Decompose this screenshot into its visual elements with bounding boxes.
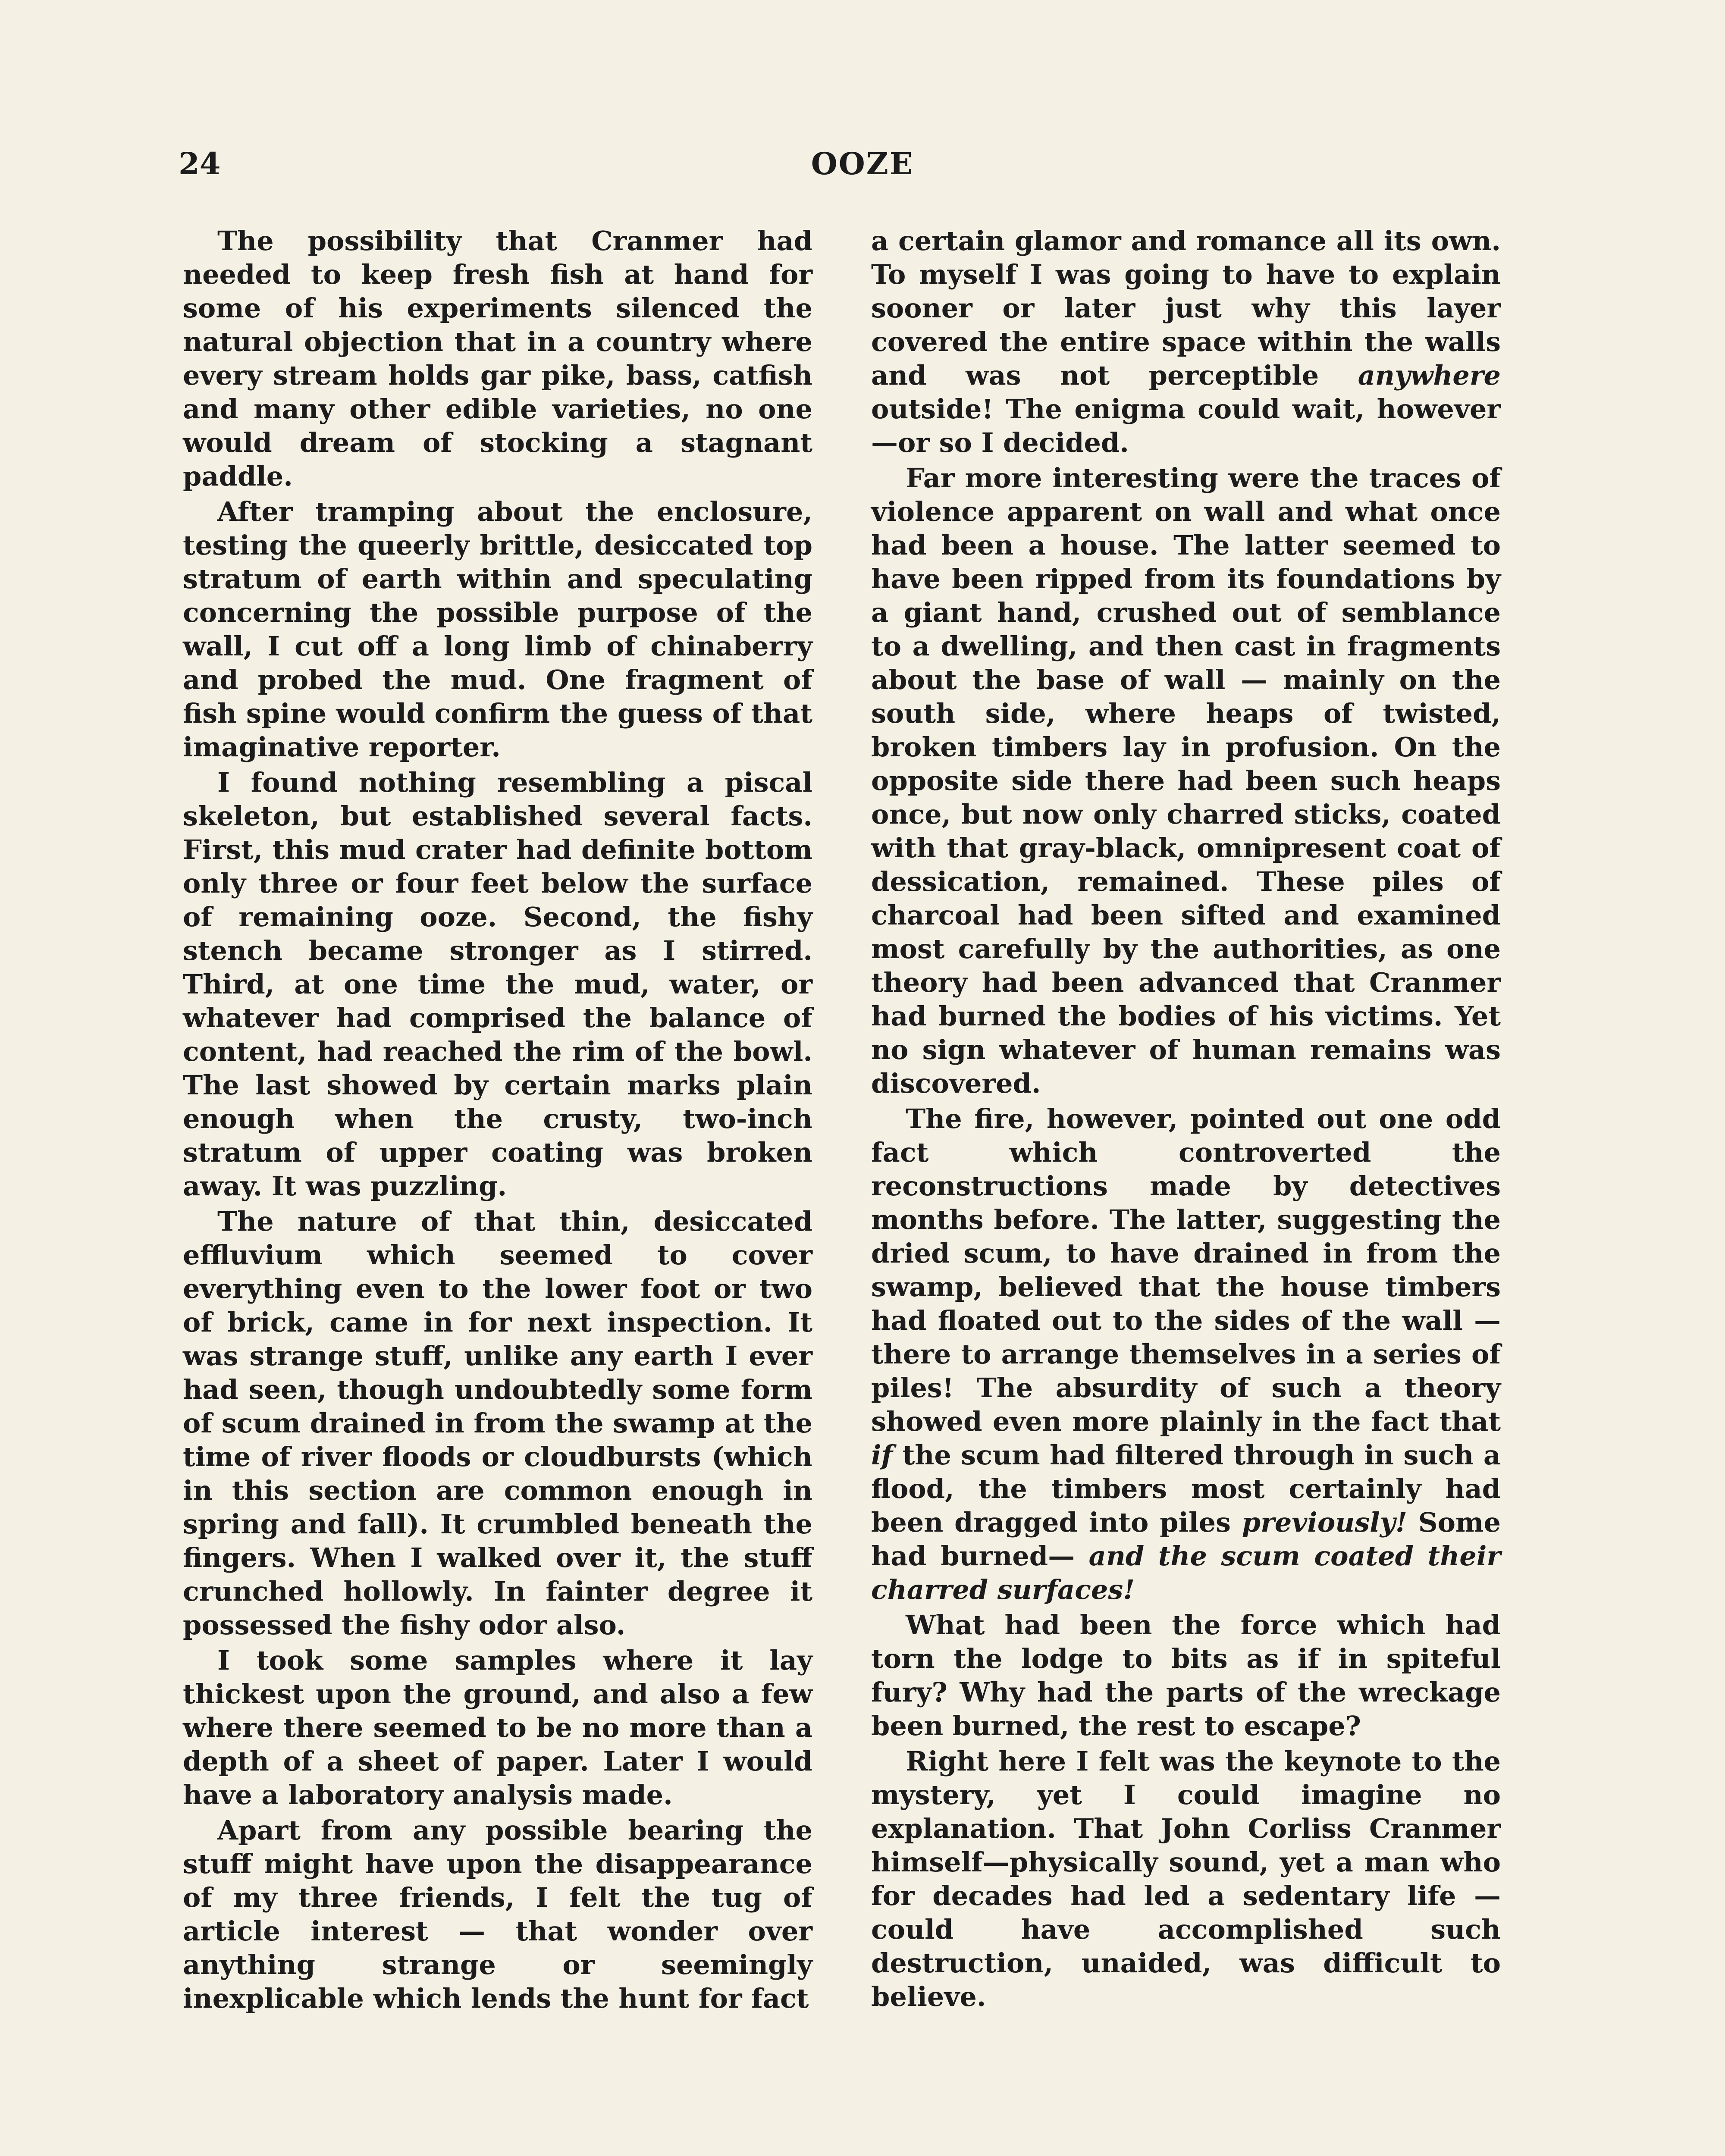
paragraph: I took some samples where it lay thickest upon the ground, and also a few where there seemed to be no more than a depth of a sheet of paper. Later I would have a laboratory analysis made.	[183, 1645, 812, 1811]
text-run: outside! The enigma could wait, however—or so I decided.	[871, 393, 1501, 458]
text-run: the scum had filtered through in such a flood, the timbers most certainly had been dragged into piles	[871, 1439, 1501, 1538]
text-run: a certain glamor and romance all its own. To myself I was going to have to explain sooner or later just why this layer covered the entire space within the walls and was not perceptible	[871, 225, 1501, 391]
paragraph: After tramping about the enclosure, testing the queerly brittle, desiccated top stratum of earth within and speculating concerning the possible purpose of the wall, I cut off a long limb of chinaberry and probed the mud. One fragment of fish spine would confirm the guess of that imaginative reporter.	[183, 496, 812, 763]
italic-text: previously!	[1242, 1507, 1407, 1538]
right-column	[871, 224, 1501, 2015]
paragraph: Far more interesting were the traces of violence apparent on wall and what once had been a house. The latter seemed to have been ripped from its foundations by a giant hand, crushed out of semblance to a dwelling, and then cast in fragments about the base of wall — mainly on the south side, where heaps of twisted, broken timbers lay in profusion. On the opposite side there had been such heaps once, but now only charred sticks, coated with that gray-black, omnipresent coat of dessication, remained. These piles of charcoal had been sifted and examined most carefully by the authorities, as one theory had been advanced that Cranmer had burned the bodies of his victims. Yet no sign whatever of human remains was discovered.	[871, 462, 1501, 1099]
italic-text: and the scum coated their charred surfaces!	[871, 1540, 1501, 1605]
text-run: The fire, however, pointed out one odd fact which controverted the reconstructions made by detectives months before. The latter, suggesting the dried scum, to have drained in from the swamp, believed that the house timbers had floated out to the sides of the wall —there to arrange themselves in a series of piles! The absurdity of such a theory showed even more plainly in the fact that	[871, 1103, 1501, 1437]
page-number: 24	[179, 146, 221, 182]
paragraph: The possibility that Cranmer had needed to keep fresh fish at hand for some of his experiments silenced the natural objection that in a country where every stream holds gar pike, bass, catfish and many other edible varieties, no one would dream of stocking a stagnant paddle.	[183, 225, 812, 492]
paragraph: Apart from any possible bearing the stuff might have upon the disappearance of my three friends, I felt the tug of article interest — that wonder over anything strange or seemingly inexplicable which lends the hunt for fact	[183, 1814, 812, 2014]
italic-text: if	[871, 1439, 893, 1471]
paragraph-continued	[871, 224, 1501, 460]
running-head-title: OOZE	[811, 146, 914, 182]
paragraph: The nature of that thin, desiccated effluvium which seemed to cover everything even to the lower foot or two of brick, came in for next inspection. It was strange stuff, unlike any earth I ever had seen, though undoubtedly some form of scum drained in from the swamp at the time of river floods or cloudbursts (which in this section are common enough in spring and fall). It crumbled beneath the fingers. When I walked over it, the stuff crunched hollowly. In fainter degree it possessed the fishy odor also.	[183, 1206, 812, 1641]
paragraph	[871, 1102, 1501, 1607]
text-run: Some had burned—	[871, 1507, 1501, 1572]
italic-text: anywhere	[1358, 360, 1501, 391]
paragraph: What had been the force which had torn the lodge to bits as if in spiteful fury? Why had the parts of the wreckage been burned, the rest to escape?	[871, 1609, 1501, 1742]
left-column	[183, 224, 812, 2017]
paragraph: I found nothing resembling a piscal skeleton, but established several facts. First, this mud crater had definite bottom only three or four feet below the surface of remaining ooze. Second, the fishy stench became stronger as I stirred. Third, at one time the mud, water, or whatever had comprised the balance of content, had reached the rim of the bowl. The last showed by certain marks plain enough when the crusty, two-inch stratum of upper coating was broken away. It was puzzling.	[183, 767, 812, 1202]
paragraph: Right here I felt was the keynote to the mystery, yet I could imagine no explanation. That John Corliss Cranmer himself—physically sound, yet a man who for decades had led a sedentary life —could have accomplished such destruction, unaided, was difficult to believe.	[871, 1745, 1501, 2012]
